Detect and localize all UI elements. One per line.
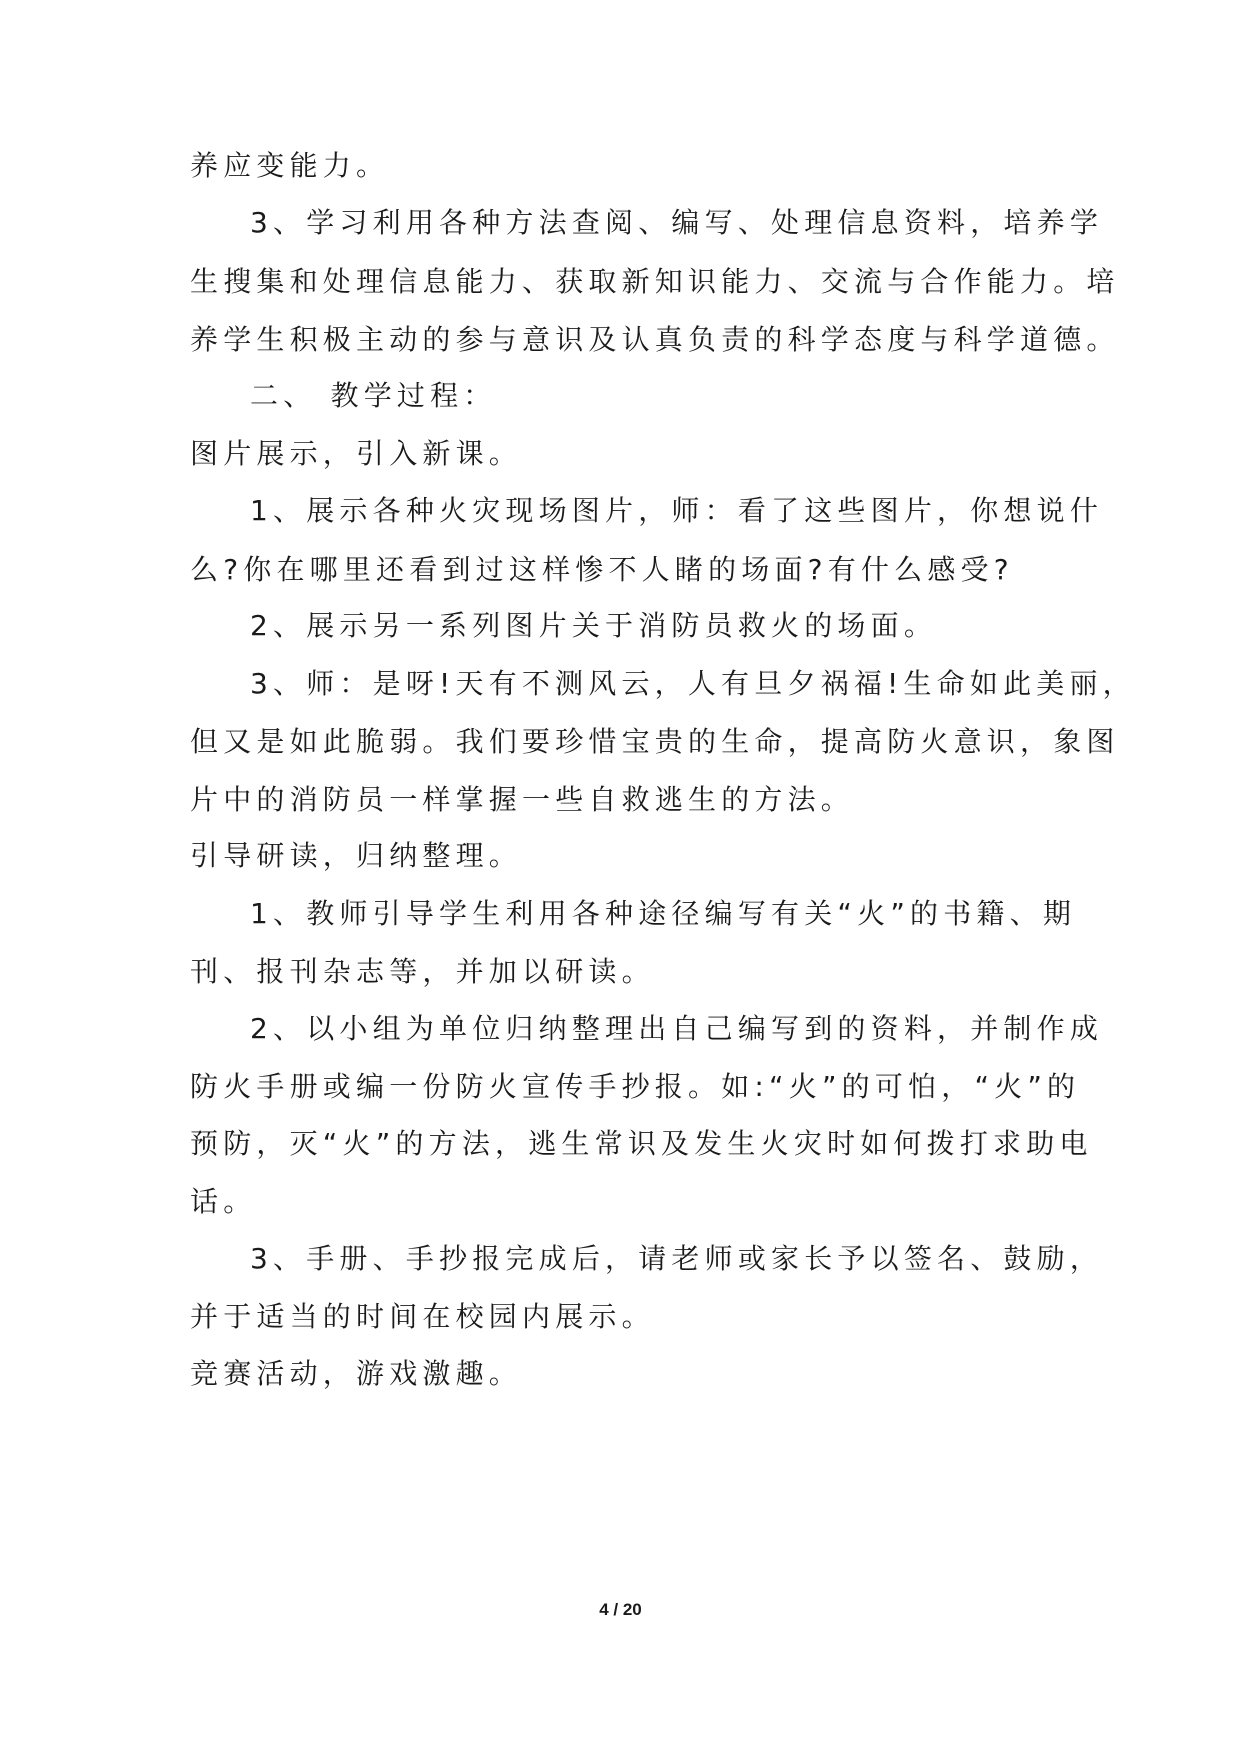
text-line: 2、展示另一系列图片关于消防员救火的场面。 [250, 609, 938, 642]
text-line: 话。 [190, 1185, 257, 1218]
text-line: 片中的消防员一样掌握一些自救逃生的方法。 [190, 783, 855, 816]
text-line: 防火手册或编一份防火宣传手抄报。如:“火”的可怕，“火”的 [190, 1070, 1081, 1103]
text-line: 但又是如此脆弱。我们要珍惜宝贵的生命，提高防火意识，象图 [190, 725, 1120, 758]
text-line: 么?你在哪里还看到过这样惨不人睹的场面?有什么感受? [190, 553, 1014, 586]
subsection-heading: 引导研读，归纳整理。 [190, 839, 523, 872]
subsection-heading: 竞赛活动，游戏激趣。 [190, 1357, 523, 1390]
subsection-heading: 图片展示，引入新课。 [190, 437, 523, 470]
text-line: 养学生积极主动的参与意识及认真负责的科学态度与科学道德。 [190, 323, 1120, 356]
text-line: 生搜集和处理信息能力、获取新知识能力、交流与合作能力。培 [190, 265, 1120, 298]
section-heading: 二、 教学过程： [250, 379, 497, 412]
text-line: 1、教师引导学生利用各种途径编写有关“火”的书籍、期 [250, 897, 1077, 930]
text-line: 刊、报刊杂志等，并加以研读。 [190, 955, 655, 988]
text-line: 3、学习利用各种方法查阅、编写、处理信息资料，培养学 [250, 206, 1104, 239]
text-line: 3、手册、手抄报完成后，请老师或家长予以签名、鼓励， [250, 1242, 1104, 1275]
text-line: 预防，灭“火”的方法，逃生常识及发生火灾时如何拨打求助电 [190, 1127, 1093, 1160]
text-line: 养应变能力。 [190, 149, 390, 182]
text-line: 并于适当的时间在校园内展示。 [190, 1300, 655, 1333]
text-line: 1、展示各种火灾现场图片，师：看了这些图片，你想说什 [250, 494, 1104, 527]
text-line: 3、师：是呀!天有不测风云，人有旦夕祸福!生命如此美丽， [250, 667, 1136, 700]
text-line: 2、以小组为单位归纳整理出自己编写到的资料，并制作成 [250, 1012, 1104, 1045]
page-number: 4 / 20 [599, 1600, 642, 1619]
